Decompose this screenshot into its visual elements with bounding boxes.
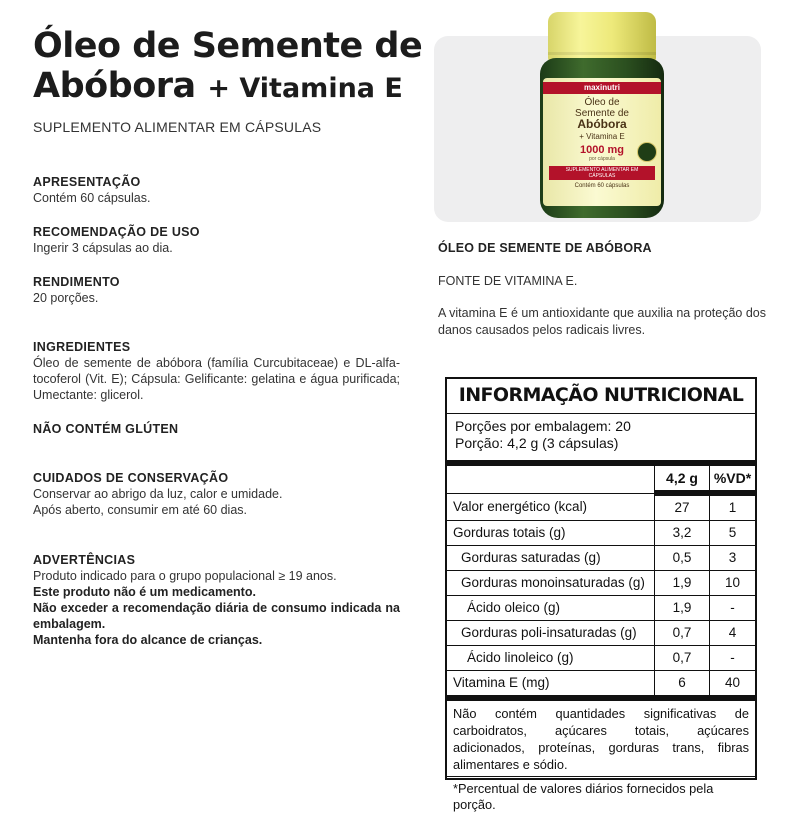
nutrient-vd: -	[710, 646, 756, 671]
label-line-2: Semente de	[575, 108, 629, 119]
nutrient-value: 0,5	[655, 546, 710, 571]
nutrient-name: Gorduras saturadas (g)	[447, 546, 655, 571]
porcoes-embalagem: Porções por embalagem: 20	[455, 418, 631, 434]
nutrition-facts-table	[445, 377, 757, 812]
nutrient-name: Ácido oleico (g)	[447, 596, 655, 621]
right-fonte: FONTE DE VITAMINA E.	[438, 274, 578, 288]
quality-seal-icon	[637, 142, 657, 162]
section-recomendacao	[33, 224, 400, 256]
bottle-cap	[548, 12, 656, 62]
title-plus-vitamin: + Vitamina E	[207, 73, 403, 104]
nutrition-header-row	[447, 466, 755, 493]
label-count: Contém 60 cápsulas	[574, 183, 630, 189]
title-line-1: Óleo de Semente de	[33, 26, 423, 66]
nutrient-name: Valor energético (kcal)	[447, 493, 655, 521]
header-blank	[447, 466, 655, 493]
label-product-name	[543, 97, 661, 142]
apresentacao-heading: APRESENTAÇÃO	[33, 175, 141, 189]
nutrient-vd: 40	[710, 671, 756, 699]
section-rendimento	[33, 274, 400, 306]
nutrition-title: INFORMAÇÃO NUTRICIONAL	[447, 379, 755, 414]
nutrient-value: 1,9	[655, 596, 710, 621]
nutrient-vd: 1	[710, 493, 756, 521]
gluten-heading: NÃO CONTÉM GLÚTEN	[33, 422, 179, 436]
nutrient-value: 3,2	[655, 521, 710, 546]
nutrient-name: Gorduras poli-insaturadas (g)	[447, 621, 655, 646]
cuidados-heading: CUIDADOS DE CONSERVAÇÃO	[33, 471, 229, 485]
label-line-3: Abóbora	[577, 117, 627, 131]
table-row	[447, 621, 755, 646]
ingredientes-heading: INGREDIENTES	[33, 340, 131, 354]
cuidados-line-1: Conservar ao abrigo da luz, calor e umidade.	[33, 487, 283, 501]
table-row	[447, 546, 755, 571]
label-supplement-note: SUPLEMENTO ALIMENTAR EM CÁPSULAS	[549, 166, 655, 180]
nutrient-value: 0,7	[655, 621, 710, 646]
nutrient-vd: 3	[710, 546, 756, 571]
rendimento-heading: RENDIMENTO	[33, 275, 120, 289]
header-vd: %VD*	[710, 466, 756, 493]
label-line-1: Óleo de	[584, 97, 620, 108]
ingredientes-text: Óleo de semente de abóbora (família Curcubitaceae) e DL-alfa-tocoferol (Vit. E); Cápsula: Gelificante: gelatina e água purificada; Umectante: glicerol.	[33, 356, 400, 402]
right-heading: ÓLEO DE SEMENTE DE ABÓBORA	[438, 241, 652, 255]
right-description: A vitamina E é um antioxidante que auxilia na proteção dos danos causados pelos radicais livres.	[438, 306, 766, 337]
porcao-size: Porção: 4,2 g (3 cápsulas)	[455, 435, 619, 451]
nutrition-footnote-vd: *Percentual de valores diários fornecidos pela porção.	[453, 781, 714, 812]
nutrient-name: Gorduras totais (g)	[447, 521, 655, 546]
advertencias-line-2: Este produto não é um medicamento.	[33, 585, 256, 599]
bottle-label	[543, 78, 661, 206]
nutrition-grid	[447, 466, 755, 701]
section-advertencias	[33, 552, 400, 648]
section-gluten	[33, 421, 400, 437]
recomendacao-heading: RECOMENDAÇÃO DE USO	[33, 225, 200, 239]
title-line-2: Abóbora	[33, 66, 196, 106]
table-row	[447, 521, 755, 546]
table-row	[447, 493, 755, 521]
nutrition-servings	[447, 414, 755, 466]
nutrient-name: Gorduras monoinsaturadas (g)	[447, 571, 655, 596]
nutrient-vd: 5	[710, 521, 756, 546]
section-cuidados	[33, 470, 400, 518]
nutrition-footnote-not-significant: Não contém quantidades significativas de carboidratos, açúcares totais, açúcares adicionados, proteínas, gorduras trans, fibras alimentares e sódio.	[447, 701, 755, 777]
nutrient-vd: -	[710, 596, 756, 621]
label-dose: 1000 mg	[579, 144, 625, 156]
recomendacao-text: Ingerir 3 cápsulas ao dia.	[33, 241, 173, 255]
product-title	[33, 26, 422, 109]
nutrient-value: 27	[655, 493, 710, 521]
product-bottle-image	[540, 12, 664, 218]
rendimento-text: 20 porções.	[33, 291, 99, 305]
label-line-4: + Vitamina E	[579, 132, 625, 141]
table-row	[447, 671, 755, 699]
label-dose-note: por cápsula	[589, 156, 615, 162]
nutrient-name: Vitamina E (mg)	[447, 671, 655, 699]
advertencias-line-4: Mantenha fora do alcance de crianças.	[33, 633, 263, 647]
header-portion: 4,2 g	[655, 466, 710, 493]
apresentacao-text: Contém 60 cápsulas.	[33, 191, 151, 205]
advertencias-line-1: Produto indicado para o grupo populacional ≥ 19 anos.	[33, 569, 337, 583]
section-ingredientes	[33, 339, 400, 403]
table-row	[447, 571, 755, 596]
nutrient-vd: 10	[710, 571, 756, 596]
nutrient-value: 1,9	[655, 571, 710, 596]
brand-logo: maxinutri	[543, 82, 661, 94]
table-row	[447, 646, 755, 671]
nutrient-name: Ácido linoleico (g)	[447, 646, 655, 671]
nutrient-vd: 4	[710, 621, 756, 646]
advertencias-line-3: Não exceder a recomendação diária de consumo indicada na embalagem.	[33, 601, 400, 631]
cuidados-line-2: Após aberto, consumir em até 60 dias.	[33, 503, 248, 517]
product-subtitle: SUPLEMENTO ALIMENTAR EM CÁPSULAS	[33, 119, 322, 135]
advertencias-heading: ADVERTÊNCIAS	[33, 553, 136, 567]
section-apresentacao	[33, 174, 400, 206]
nutrient-value: 0,7	[655, 646, 710, 671]
table-row	[447, 596, 755, 621]
nutrient-value: 6	[655, 671, 710, 699]
